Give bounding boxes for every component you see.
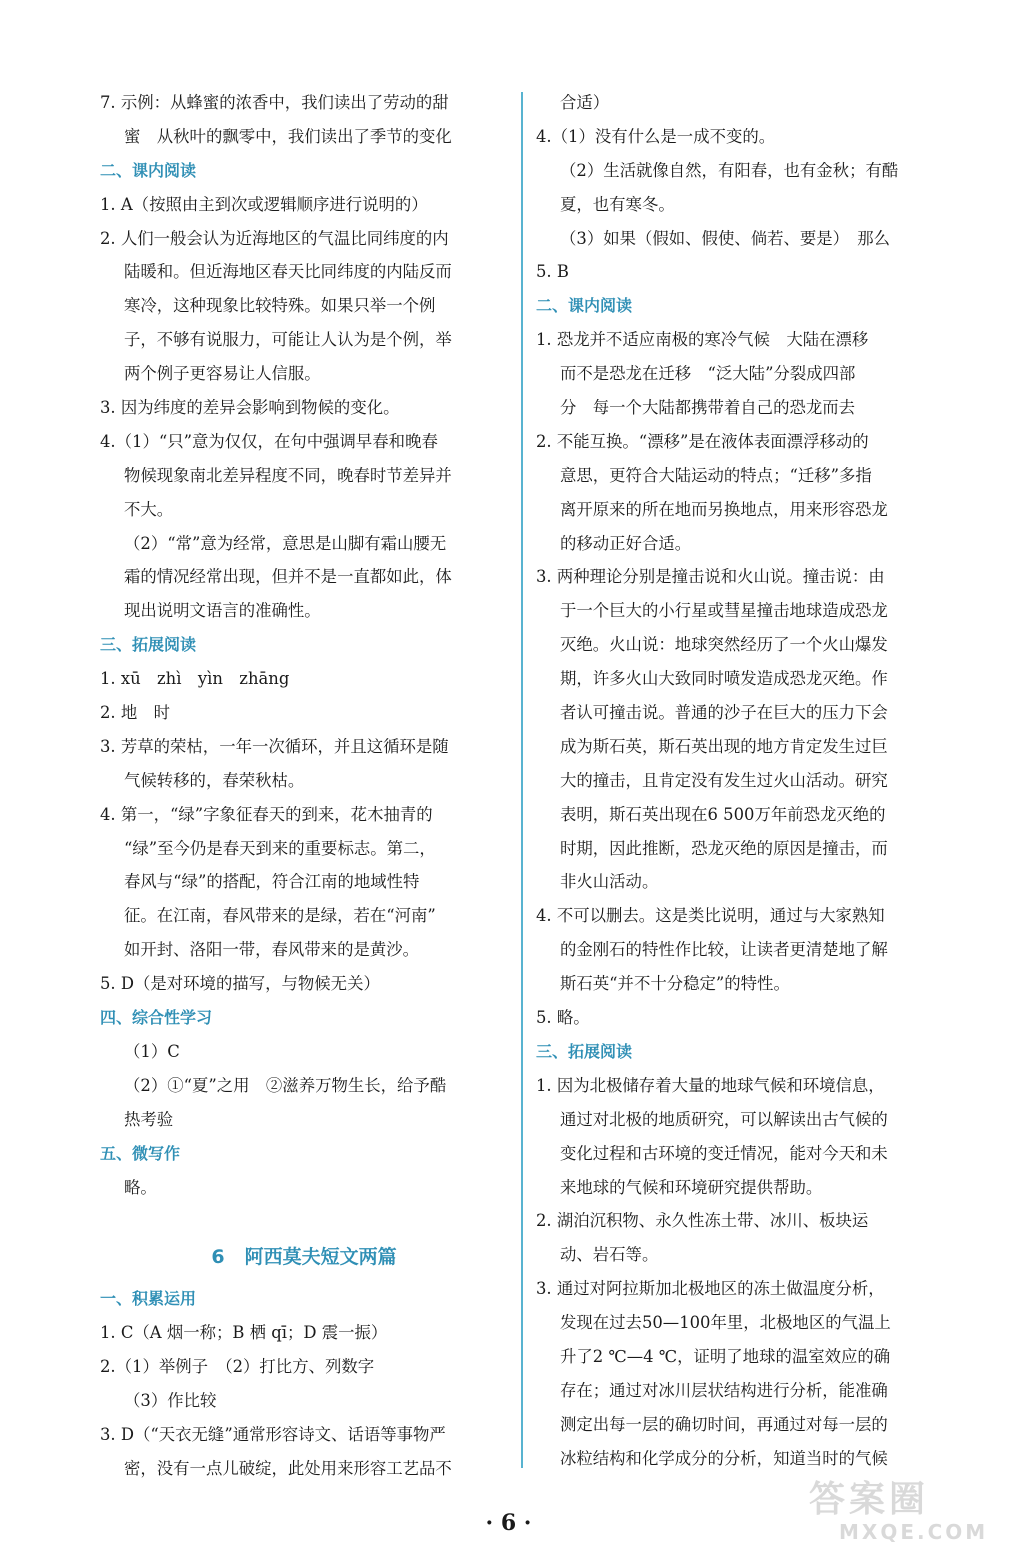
answer-item: 1. A（按照由主到次或逻辑顺序进行说明的） [100,194,428,214]
answer-line: 灭绝。火山说：地球突然经历了一个火山爆发 [560,635,888,655]
answer-item: 5. 略。 [536,1008,590,1028]
answer-line: 蜜 从秋叶的飘零中，我们读出了季节的变化 [124,126,452,146]
chapter-name: 阿西莫夫短文两篇 [244,1246,397,1269]
answer-line: （2）“常”意为经常，意思是山脚有霜山腰无 [124,533,447,553]
answer-line: 两个例子更容易让人信服。 [124,364,321,384]
answer-item: 3. 通过对阿拉斯加北极地区的冻土做温度分析， [536,1279,885,1299]
answer-item: 2. 人们一般会认为近海地区的气温比同纬度的内 [100,228,449,248]
answer-line: 于一个巨大的小行星或彗星撞击地球造成恐龙 [560,601,888,621]
answer-item: 3. 芳草的荣枯，一年一次循环，并且这循环是随 [100,736,449,756]
answer-line: 寒冷，这种现象比较特殊。如果只举一个例 [124,296,436,316]
watermark-logo [809,1480,999,1550]
answer-line: 密，没有一点儿破绽，此处用来形容工艺品不 [124,1458,452,1478]
answer-line: 期，许多火山大致同时喷发造成恐龙灭绝。作 [560,669,888,689]
answer-line: （3）作比较 [124,1391,217,1411]
answer-line: 发现在过去50—100年里，北极地区的气温上 [560,1313,891,1333]
answer-line: “绿”至今仍是春天到来的重要标志。第二， [124,838,436,858]
answer-line: （2）生活就像自然，有阳春，也有金秋；有酷 [560,160,899,180]
answer-line: 略。 [124,1177,157,1197]
answer-item: 4. 不可以删去。这是类比说明，通过与大家熟知 [536,906,885,926]
answer-line: 子，不够有说服力，可能让人认为是个例，举 [124,330,452,350]
answer-line: 不大。 [124,499,174,519]
section-heading: 二、课内阅读 [536,296,633,316]
answer-line: 合适） [560,93,610,112]
answer-item: 2. 不能互换。“漂移”是在液体表面漂浮移动的 [536,431,869,451]
right-column [536,86,928,1476]
answer-item: 4.（1）没有什么是一成不变的。 [536,126,776,146]
column-divider [521,92,523,1468]
answer-item: 2. 地 时 [100,703,171,723]
answer-item: 3. 两种理论分别是撞击说和火山说。撞击说：由 [536,567,885,587]
answer-item: 2. 湖泊沉积物、永久性冻土带、冰川、板块运 [536,1211,869,1231]
answer-line: 分 每一个大陆都携带着自己的恐龙而去 [560,398,856,418]
answer-line: 的移动正好合适。 [560,533,692,553]
answer-line: 陆暖和。但近海地区春天比同纬度的内陆反而 [124,262,452,282]
answer-item: 1. C（A 烟一称；B 栖 qī；D 震一振） [100,1323,388,1343]
answer-line: 测定出每一层的确切时间，再通过对每一层的 [560,1414,888,1434]
answer-line: 物候现象南北差异程度不同，晚春时节差异并 [124,465,452,485]
answer-line: 春风与“绿”的搭配，符合江南的地域性特 [124,872,420,892]
answer-line: 者认可撞击说。普通的沙子在巨大的压力下会 [560,703,888,723]
answer-line: 成为斯石英，斯石英出现的地方肯定发生过巨 [560,736,888,756]
watermark-url: MXQE.COM [839,1520,989,1544]
answer-item: 2.（1）举例子 （2）打比方、列数字 [100,1357,375,1377]
answer-line: 通过对北极的地质研究，可以解读出古气候的 [560,1109,888,1129]
answer-line: （1）C [124,1041,180,1061]
answer-line: 如开封、洛阳一带，春风带来的是黄沙。 [124,940,420,960]
section-heading: 四、综合性学习 [100,1008,213,1028]
answer-line: 非火山活动。 [560,872,659,892]
answer-line: （2）①“夏”之用 ②滋养万物生长，给予酷 [124,1075,447,1095]
answer-item: 1. xū zhì yìn zhāng [100,669,290,689]
answer-item: 3. 因为纬度的差异会影响到物候的变化。 [100,398,400,418]
chapter-title [100,1234,508,1280]
answer-line: 升了2 ℃—4 ℃，证明了地球的温室效应的确 [560,1346,891,1366]
answer-item: 4.（1）“只”意为仅仅，在句中强调早春和晚春 [100,431,438,451]
watermark-logo-text: 答案圈 [809,1479,930,1520]
answer-item: 5. B [536,262,569,282]
answer-line: 大的撞击，且肯定没有发生过火山活动。研究 [560,770,888,790]
section-heading: 三、拓展阅读 [100,635,197,655]
section-heading: 五、微写作 [100,1143,181,1163]
answer-line: 动、岩石等。 [560,1245,659,1265]
answer-line: 热考验 [124,1109,174,1129]
answer-line: 征。在江南，春风带来的是绿，若在“河南” [124,906,436,926]
section-heading: 二、课内阅读 [100,160,197,180]
answer-line: 夏，也有寒冬。 [560,194,675,214]
answer-line: 冰粒结构和化学成分的分析，知道当时的气候 [560,1448,888,1468]
answer-line: 表明，斯石英出现在6 500万年前恐龙灭绝的 [560,804,886,824]
answer-line: 霜的情况经常出现，但并不是一直都如此，体 [124,567,452,587]
answer-line: 变化过程和古环境的变迁情况，能对今天和未 [560,1143,888,1163]
answer-line: 斯石英“并不十分稳定”的特性。 [560,974,790,994]
answer-item: 4. 第一，“绿”字象征春天的到来，花木抽青的 [100,804,433,824]
answer-item: 5. D（是对环境的描写，与物候无关） [100,974,380,994]
answer-line: 而不是恐龙在迁移 “泛大陆”分裂成四部 [560,364,856,384]
answer-line: （3）如果（假如、假使、倘若、要是） 那么 [560,228,891,248]
answer-line: 意思，更符合大陆运动的特点；“迁移”多指 [560,465,872,485]
answer-item: 1. 因为北极储存着大量的地球气候和环境信息， [536,1075,885,1095]
chapter-number: 6 [211,1246,225,1269]
answer-item: 3. D（“天衣无缝”通常形容诗文、话语等事物严 [100,1424,446,1444]
answer-line: 的金刚石的特性作比较，让读者更清楚地了解 [560,940,888,960]
answer-line: 存在；通过对冰川层状结构进行分析，能准确 [560,1380,888,1400]
answer-line: 离开原来的所在地而另换地点，用来形容恐龙 [560,499,888,519]
answer-line: 气候转移的，春荣秋枯。 [124,770,305,790]
answer-line: 现出说明文语言的准确性。 [124,601,321,621]
section-heading: 一、积累运用 [100,1289,197,1309]
answer-item: 7. 示例：从蜂蜜的浓香中，我们读出了劳动的甜 [100,93,449,112]
answer-item: 1. 恐龙并不适应南极的寒冷气候 大陆在漂移 [536,330,869,350]
section-heading: 三、拓展阅读 [536,1041,633,1061]
page-number: · 6 · [485,1510,532,1536]
left-column [100,86,508,1486]
answer-line: 来地球的气候和环境研究提供帮助。 [560,1177,823,1197]
answer-line: 时期，因此推断，恐龙灭绝的原因是撞击，而 [560,838,888,858]
